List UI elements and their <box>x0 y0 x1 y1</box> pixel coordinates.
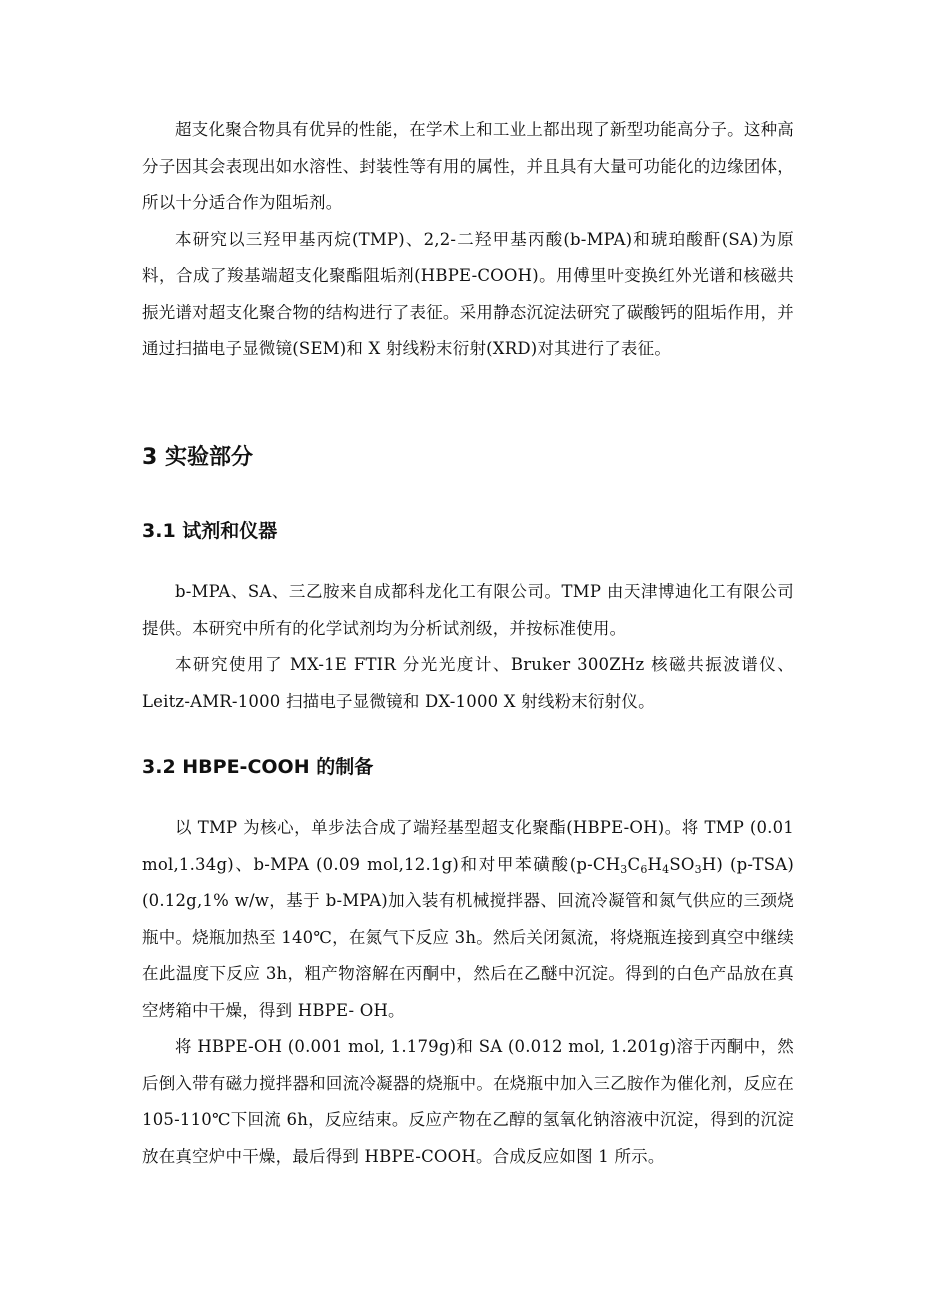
section-3-2-body <box>142 810 794 1175</box>
section-3-2-heading: 3.2 HBPE-COOH 的制备 <box>142 756 374 778</box>
reagents-paragraph: b-MPA、SA、三乙胺来自成都科龙化工有限公司。TMP 由天津博迪化工有限公司提供。本研究中所有的化学试剂均为分析试剂级，并按标准使用。 <box>142 582 794 638</box>
synthesis-paragraph-1: 以 TMP 为核心，单步法合成了端羟基型超支化聚酯(HBPE-OH)。将 TMP (0.01 mol,1.34g)、b-MPA (0.09 mol,12.1g)和对甲苯磺酸$(p-CH_3C_6H_4SO_3H)$ (p-TSA) (0.12g,1% w/w，基于 b-MPA)加入装有机械搅拌器、回流冷凝管和氮气供应的三颈烧瓶中。烧瓶加热至 140℃，在氮气下反应 3h。然后关闭氮流，将烧瓶连接到真空中继续在此温度下反应 3h，粗产物溶解在丙酮中，然后在乙醚中沉淀。得到的白色产品放在真空烤箱中干燥，得到 HBPE- OH。 <box>142 818 794 1020</box>
intro-section <box>142 112 794 368</box>
instruments-paragraph: 本研究使用了 MX-1E FTIR 分光光度计、Bruker 300ZHz 核磁共振波谱仪、Leitz-AMR-1000 扫描电子显微镜和 DX-1000 X 射线粉末衍射仪。 <box>142 655 794 711</box>
section-3-heading: 3 实验部分 <box>142 445 253 470</box>
section-3-1-body <box>142 574 794 720</box>
intro-paragraph-2: 本研究以三羟甲基丙烷(TMP)、2,2-二羟甲基丙酸(b-MPA)和琥珀酸酐(SA)为原料，合成了羧基端超支化聚酯阻垢剂(HBPE-COOH)。用傅里叶变换红外光谱和核磁共振光谱对超支化聚合物的结构进行了表征。采用静态沉淀法研究了碳酸钙的阻垢作用，并通过扫描电子显微镜(SEM)和 X 射线粉末衍射(XRD)对其进行了表征。 <box>142 229 794 358</box>
section-3-1-heading: 3.1 试剂和仪器 <box>142 520 278 542</box>
synthesis-paragraph-2: 将 HBPE-OH (0.001 mol, 1.179g)和 SA (0.012 mol, 1.201g)溶于丙酮中，然后倒入带有磁力搅拌器和回流冷凝器的烧瓶中。在烧瓶中加入三乙胺作为催化剂，反应在 105-110℃下回流 6h，反应结束。反应产物在乙醇的氢氧化钠溶液中沉淀，得到的沉淀放在真空炉中干燥，最后得到 HBPE-COOH。合成反应如图 1 所示。 <box>142 1037 794 1166</box>
intro-paragraph-1: 超支化聚合物具有优异的性能，在学术上和工业上都出现了新型功能高分子。这种高分子因其会表现出如水溶性、封装性等有用的属性，并且具有大量可功能化的边缘团体，所以十分适合作为阻垢剂。 <box>142 120 794 212</box>
